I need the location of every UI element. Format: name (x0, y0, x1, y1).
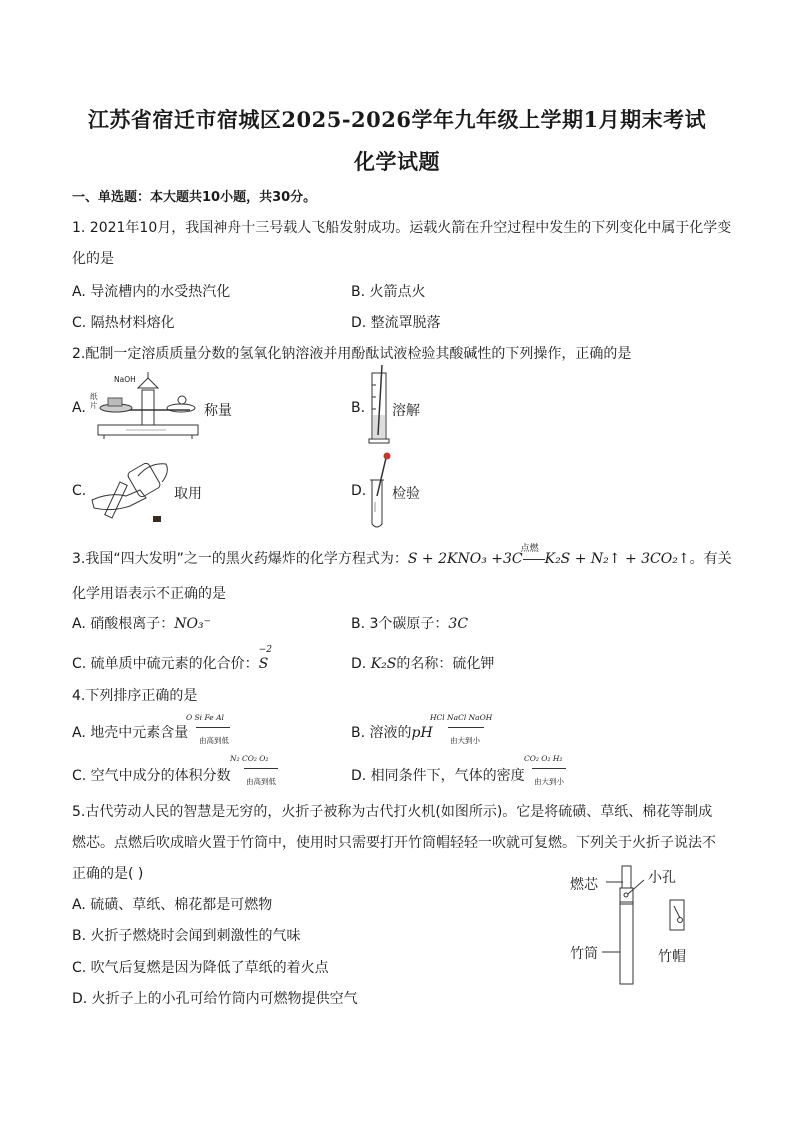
q3-option-d-letter: D. (351, 656, 367, 672)
q3-option-a (72, 613, 211, 633)
q4-b-order: HCl NaCl NaOH (430, 713, 493, 722)
q3-option-b-formula: 3C (448, 616, 469, 632)
q3-option-c-formula-wrap (258, 645, 272, 672)
q4-option-c: C. 空气中成分的体积分数 (72, 768, 231, 784)
q3-equation-rhs: K₂S + N₂↑ + 3CO₂↑ (544, 551, 690, 567)
q2-option-c-label: 取用 (174, 486, 202, 502)
q3-option-c-text: C. 硫单质中硫元素的化合价： (72, 656, 259, 672)
q3-option-c-formula: S (258, 656, 269, 672)
q5-stem-line1: 5.古代劳动人民的智慧是无穷的，火折子被称为古代打火机(如图所示)。它是将硫磺、草纸、棉花等制成 (72, 804, 713, 820)
q4-a-arrow (196, 727, 230, 728)
q3-option-c-valence: −2 (258, 645, 272, 655)
q4-d-order: CO₂ O₂ H₂ (524, 754, 563, 763)
fig-paper-label-1: 纸 (90, 392, 98, 401)
q2-option-b-label: 溶解 (392, 403, 420, 419)
q4-a-order: O Si Fe Al (186, 713, 224, 722)
q4-d-direction: 由大到小 (534, 777, 564, 786)
q4-c-order: N₂ CO₂ O₂ (230, 754, 269, 763)
page-title: 江苏省宿迁市宿城区2025-2026学年九年级上学期1月期末考试 (87, 107, 707, 132)
q3-stem-line2: 化学用语表示不正确的是 (72, 586, 226, 602)
q3-stem-suffix: 。有关 (689, 551, 732, 567)
q2-option-a-letter: A. (72, 400, 86, 416)
section-heading: 一、单选题：本大题共10小题，共30分。 (72, 190, 317, 205)
q4-b-direction: 由大到小 (450, 736, 480, 745)
testtube-figure (366, 452, 394, 532)
q1-stem-line1: 1. 2021年10月，我国神舟十三号载人飞船发射成功。运载火箭在升空过程中发生的下列变化中属于化学变 (72, 220, 732, 236)
q1-option-c: C. 隔热材料熔化 (72, 315, 175, 331)
q5-option-a: A. 硫磺、草纸、棉花都是可燃物 (72, 897, 273, 913)
balance-figure (86, 370, 206, 440)
q2-option-a-label: 称量 (204, 403, 232, 419)
q5-stem-line3: 正确的是( ) (72, 866, 144, 882)
q5-option-d: D. 火折子上的小孔可给竹筒内可燃物提供空气 (72, 991, 358, 1007)
q4-option-a: A. 地壳中元素含量 (72, 725, 189, 741)
pouring-figure (90, 452, 176, 526)
fig-cap-label: 竹帽 (658, 949, 686, 965)
cylinder-figure (368, 365, 392, 445)
q3-option-a-formula: NO₃⁻ (174, 616, 211, 632)
q1-stem-line2: 化的是 (72, 251, 114, 267)
q4-option-b (351, 722, 433, 742)
q2-option-b-letter: B. (351, 400, 366, 416)
q3-option-b (351, 613, 468, 633)
fig-paper-label-2: 片 (90, 401, 98, 410)
q1-option-b: B. 火箭点火 (351, 284, 426, 300)
q4-b-arrow (448, 727, 484, 728)
q4-stem: 4.下列排序正确的是 (72, 688, 198, 704)
q3-option-b-text: B. 3个碳原子： (351, 616, 449, 632)
q4-d-arrow (532, 768, 566, 769)
q4-option-d: D. 相同条件下，气体的密度 (351, 768, 525, 784)
q3-condition: 点燃 (520, 544, 539, 554)
q4-a-direction: 由高到低 (199, 736, 229, 745)
fig-tube-label: 竹筒 (570, 946, 598, 962)
fig-hole-label: 小孔 (648, 870, 676, 886)
q3-option-a-text: A. 硝酸根离子： (72, 616, 175, 632)
q2-option-d-label: 检验 (392, 486, 420, 502)
q3-option-d-text: 的名称：硫化钾 (396, 656, 495, 672)
q5-option-b: B. 火折子燃烧时会闻到刺激性的气味 (72, 928, 301, 944)
q3-arrow (520, 544, 545, 567)
q1-option-d: D. 整流罩脱落 (351, 315, 441, 331)
fig-wick-label: 燃芯 (570, 877, 598, 893)
q2-option-d-letter: D. (351, 483, 367, 499)
q3-option-d-formula: K₂S (370, 656, 397, 672)
q4-option-b-text: B. 溶液的 (351, 725, 412, 741)
q5-option-c: C. 吹气后复燃是因为降低了草纸的着火点 (72, 960, 329, 976)
q2-stem: 2.配制一定溶质质量分数的氢氧化钠溶液并用酚酞试液检验其酸碱性的下列操作，正确的是 (72, 346, 632, 362)
q3-option-c (72, 645, 272, 673)
q4-c-direction: 由高到低 (246, 777, 276, 786)
q5-stem-line2: 燃芯。点燃后吹成暗火置于竹筒中，使用时只需要打开竹筒帽轻轻一吹就可复燃。下列关于火折子说法不 (72, 835, 716, 851)
q3-stem-prefix: 3.我国“四大发明”之一的黑火药爆炸的化学方程式为： (72, 551, 408, 567)
q4-option-b-ph: pH (411, 725, 433, 741)
fig-naoh-label: NaOH (114, 375, 136, 384)
q4-c-arrow (244, 768, 278, 769)
q3-option-d (351, 653, 494, 673)
page-subtitle: 化学试题 (354, 149, 440, 174)
q3-stem (72, 544, 732, 568)
q3-equation-lhs: S + 2KNO₃ +3C (407, 551, 523, 567)
q1-option-a: A. 导流槽内的水受热汽化 (72, 284, 231, 300)
q2-option-c-letter: C. (72, 483, 87, 499)
